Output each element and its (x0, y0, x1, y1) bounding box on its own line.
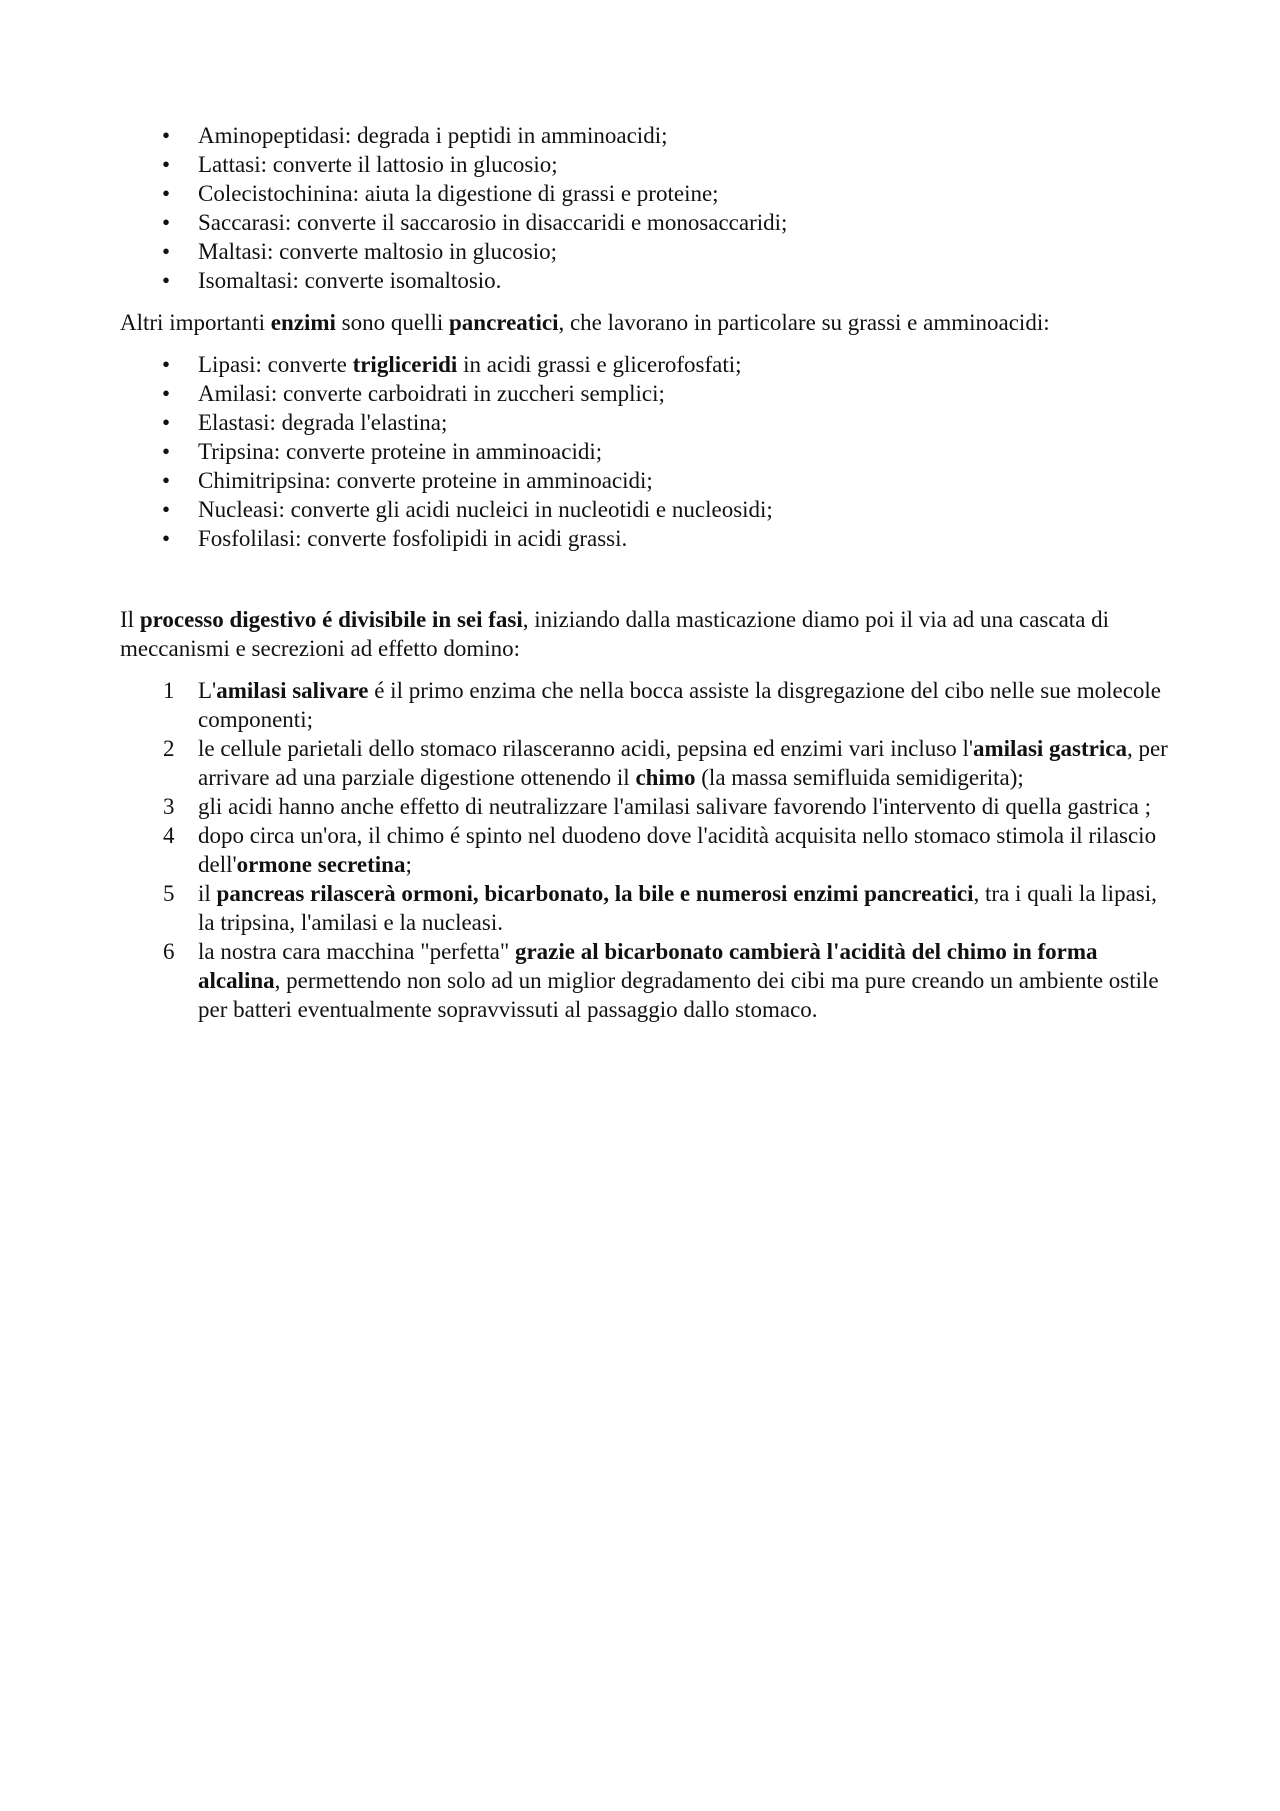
phase-item (120, 792, 1170, 821)
text-run: Colecistochinina: aiuta la digestione di grassi e proteine; (198, 181, 719, 206)
bullet-icon: • (162, 210, 171, 235)
text-run: (la massa semifluida semidigerita); (695, 765, 1024, 790)
document-body (120, 121, 1170, 1024)
phase-number: 4 (163, 823, 175, 848)
text-run: Lipasi: converte (198, 352, 353, 377)
bullet-icon: • (162, 410, 171, 435)
text-run: Elastasi: degrada l'elastina; (198, 410, 448, 435)
bullet-icon: • (162, 268, 171, 293)
bullet-icon: • (162, 439, 171, 464)
digestive-phases-list (120, 676, 1170, 1024)
text-run: , permettendo non solo ad un miglior degradamento dei cibi ma pure creando un ambiente ostile per batteri eventualmente sopravvissuti al passaggio dallo stomaco. (198, 968, 1159, 1022)
text-run: é il primo enzima che nella bocca assiste la disgregazione del cibo nelle sue molecole componenti; (198, 678, 1162, 732)
bullet-icon: • (162, 497, 171, 522)
intestinal-enzymes-list (120, 121, 1170, 295)
bold-text: amilasi gastrica (973, 736, 1127, 761)
text-run: Lattasi: converte il lattosio in glucosio; (198, 152, 558, 177)
list-item (120, 150, 1170, 179)
list-item (120, 208, 1170, 237)
phase-item (120, 937, 1170, 1024)
text-run: , tra i quali la lipasi, la tripsina, l'amilasi e la nucleasi. (198, 881, 1157, 935)
bold-text: trigliceridi (352, 352, 458, 377)
list-item (120, 437, 1170, 466)
pancreatic-enzymes-intro (120, 308, 1170, 337)
phase-number: 2 (163, 736, 175, 761)
list-item (120, 466, 1170, 495)
bold-text: processo digestivo é divisibile in sei fasi (139, 607, 523, 632)
text-run: , iniziando dalla masticazione diamo poi il via ad una cascata di meccanismi e secrezioni ad effetto domino: (120, 607, 1110, 661)
text-run: Nucleasi: converte gli acidi nucleici in nucleotidi e nucleosidi; (198, 497, 773, 522)
bold-text: enzimi (270, 310, 336, 335)
bullet-icon: • (162, 181, 171, 206)
text-run: gli acidi hanno anche effetto di neutralizzare l'amilasi salivare favorendo l'intervento di quella gastrica ; (198, 794, 1152, 819)
list-item (120, 495, 1170, 524)
bullet-icon: • (162, 352, 171, 377)
list-item (120, 379, 1170, 408)
text-run: L' (198, 678, 217, 703)
phase-number: 6 (163, 939, 175, 964)
phase-item (120, 676, 1170, 734)
text-run: Chimitripsina: converte proteine in amminoacidi; (198, 468, 653, 493)
list-item (120, 350, 1170, 379)
text-run: , che lavorano in particolare su grassi e amminoacidi: (558, 310, 1050, 335)
list-item (120, 237, 1170, 266)
list-item (120, 121, 1170, 150)
bold-text: grazie al bicarbonato cambierà l'acidità del chimo in forma alcalina (198, 939, 1098, 993)
text-run: ; (405, 852, 412, 877)
bullet-icon: • (162, 381, 171, 406)
digestive-process-intro (120, 605, 1170, 663)
bold-text: amilasi salivare (216, 678, 369, 703)
text-run: , per arrivare ad una parziale digestione ottenendo il (198, 736, 1168, 790)
list-item (120, 179, 1170, 208)
bold-text: pancreatici (449, 310, 559, 335)
bullet-icon: • (162, 123, 171, 148)
list-item (120, 266, 1170, 295)
bullet-icon: • (162, 468, 171, 493)
text-run: in acidi grassi e glicerofosfati; (457, 352, 742, 377)
bullet-icon: • (162, 526, 171, 551)
text-run: Amilasi: converte carboidrati in zuccheri semplici; (198, 381, 665, 406)
text-run: Maltasi: converte maltosio in glucosio; (198, 239, 557, 264)
bold-text: ormone secretina (236, 852, 406, 877)
list-item (120, 524, 1170, 553)
phase-number: 5 (163, 881, 175, 906)
text-run: Altri importanti (120, 310, 271, 335)
bullet-icon: • (162, 239, 171, 264)
text-run: Aminopeptidasi: degrada i peptidi in amminoacidi; (198, 123, 668, 148)
text-run: il (198, 881, 217, 906)
text-run: le cellule parietali dello stomaco rilasceranno acidi, pepsina ed enzimi vari incluso l' (198, 736, 973, 761)
list-item (120, 408, 1170, 437)
text-run: Isomaltasi: converte isomaltosio. (198, 268, 502, 293)
phase-item (120, 734, 1170, 792)
phase-number: 1 (163, 678, 175, 703)
bold-text: pancreas rilascerà ormoni, bicarbonato, la bile e numerosi enzimi pancreatici (216, 881, 974, 906)
bold-text: chimo (635, 765, 696, 790)
text-run: dopo circa un'ora, il chimo é spinto nel duodeno dove l'acidità acquisita nello stomaco stimola il rilascio dell' (198, 823, 1157, 877)
text-run: Tripsina: converte proteine in amminoacidi; (198, 439, 603, 464)
pancreatic-enzymes-list (120, 350, 1170, 553)
text-run: Il (120, 607, 140, 632)
text-run: Fosfolilasi: converte fosfolipidi in acidi grassi. (198, 526, 628, 551)
bullet-icon: • (162, 152, 171, 177)
phase-item (120, 821, 1170, 879)
phase-number: 3 (163, 794, 175, 819)
phase-item (120, 879, 1170, 937)
text-run: sono quelli (335, 310, 450, 335)
text-run: Saccarasi: converte il saccarosio in disaccaridi e monosaccaridi; (198, 210, 788, 235)
text-run: la nostra cara macchina "perfetta" (198, 939, 515, 964)
